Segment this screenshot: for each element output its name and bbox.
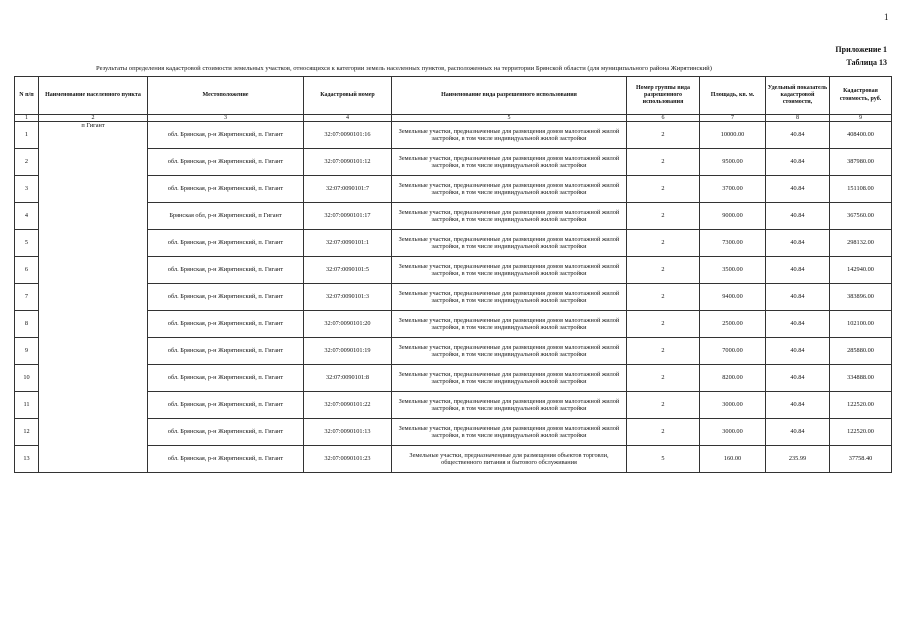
- value-cell: 102100.00: [830, 311, 892, 338]
- table-caption: Результаты определения кадастровой стоимости земельных участков, относящихся к категории земель населенных пунктов, расположенных на территории Брянской области (для муниципального района Жирятинский): [96, 65, 712, 72]
- rate-cell: 40.84: [766, 392, 830, 419]
- column-number: 1: [15, 115, 39, 122]
- cadastral-number: 32:07:0090101:5: [304, 257, 392, 284]
- location-cell: обл. Брянская, р-н Жирятинский, п. Гигант: [148, 149, 304, 176]
- column-number-row: [15, 115, 892, 122]
- location-cell: обл. Брянская, р-н Жирятинский, п. Гигант: [148, 446, 304, 473]
- header-cell: Кадастровый номер: [304, 77, 392, 115]
- group-number: 2: [627, 257, 700, 284]
- purpose-cell: Земельные участки, предназначенные для размещения объектов торговли, общественного питания и бытового обслуживания: [392, 446, 627, 473]
- rate-cell: 40.84: [766, 230, 830, 257]
- value-cell: 37758.40: [830, 446, 892, 473]
- location-cell: обл. Брянская, р-н Жирятинский, п. Гигант: [148, 419, 304, 446]
- cadastral-number: 32:07:0090101:23: [304, 446, 392, 473]
- rate-cell: 40.84: [766, 284, 830, 311]
- rate-cell: 235.99: [766, 446, 830, 473]
- rate-cell: 40.84: [766, 338, 830, 365]
- cadastral-number: 32:07:0090101:17: [304, 203, 392, 230]
- rate-cell: 40.84: [766, 122, 830, 149]
- row-number: 2: [15, 149, 39, 176]
- cadastral-number: 32:07:0090101:7: [304, 176, 392, 203]
- area-cell: 8200.00: [700, 365, 766, 392]
- group-number: 2: [627, 311, 700, 338]
- column-number: 6: [627, 115, 700, 122]
- location-cell: обл. Брянская, р-н Жирятинский, п. Гигант: [148, 392, 304, 419]
- location-cell: обл. Брянская, р-н Жирятинский, п. Гигант: [148, 230, 304, 257]
- value-cell: 334888.00: [830, 365, 892, 392]
- location-cell: обл. Брянская, р-н Жирятинский, п. Гигант: [148, 365, 304, 392]
- column-number: 7: [700, 115, 766, 122]
- area-cell: 10000.00: [700, 122, 766, 149]
- cadastral-number: 32:07:0090101:22: [304, 392, 392, 419]
- column-number: 3: [148, 115, 304, 122]
- row-number: 6: [15, 257, 39, 284]
- purpose-cell: Земельные участки, предназначенные для размещения домов малоэтажной жилой застройки, в том числе индивидуальной жилой застройки: [392, 122, 627, 149]
- header-cell: N п/п: [15, 77, 39, 115]
- header-cell: Местоположение: [148, 77, 304, 115]
- purpose-cell: Земельные участки, предназначенные для размещения домов малоэтажной жилой застройки, в том числе индивидуальной жилой застройки: [392, 419, 627, 446]
- group-number: 5: [627, 446, 700, 473]
- group-number: 2: [627, 392, 700, 419]
- value-cell: 383896.00: [830, 284, 892, 311]
- rate-cell: 40.84: [766, 176, 830, 203]
- cadastral-number: 32:07:0090101:16: [304, 122, 392, 149]
- location-cell: обл. Брянская, р-н Жирятинский, п. Гигант: [148, 311, 304, 338]
- row-number: 9: [15, 338, 39, 365]
- cadastral-number: 32:07:0090101:19: [304, 338, 392, 365]
- area-cell: 7000.00: [700, 338, 766, 365]
- value-cell: 151108.00: [830, 176, 892, 203]
- area-cell: 3000.00: [700, 419, 766, 446]
- area-cell: 2500.00: [700, 311, 766, 338]
- purpose-cell: Земельные участки, предназначенные для размещения домов малоэтажной жилой застройки, в том числе индивидуальной жилой застройки: [392, 284, 627, 311]
- location-cell: обл. Брянская, р-н Жирятинский, п. Гигант: [148, 176, 304, 203]
- value-cell: 408400.00: [830, 122, 892, 149]
- header-cell: Наименование населенного пункта: [39, 77, 148, 115]
- group-number: 2: [627, 338, 700, 365]
- group-number: 2: [627, 176, 700, 203]
- rate-cell: 40.84: [766, 311, 830, 338]
- row-number: 8: [15, 311, 39, 338]
- rate-cell: 40.84: [766, 419, 830, 446]
- area-cell: 3500.00: [700, 257, 766, 284]
- rate-cell: 40.84: [766, 203, 830, 230]
- area-cell: 9400.00: [700, 284, 766, 311]
- group-number: 2: [627, 149, 700, 176]
- area-cell: 9500.00: [700, 149, 766, 176]
- column-number: 5: [392, 115, 627, 122]
- table-header-row: [15, 77, 892, 115]
- header-cell: Номер группы вида разрешенного использования: [627, 77, 700, 115]
- area-cell: 9000.00: [700, 203, 766, 230]
- settlement-name: п Гигант: [39, 122, 148, 473]
- row-number: 13: [15, 446, 39, 473]
- value-cell: 122520.00: [830, 392, 892, 419]
- table-label: Таблица 13: [846, 58, 887, 67]
- row-number: 5: [15, 230, 39, 257]
- group-number: 2: [627, 122, 700, 149]
- value-cell: 285880.00: [830, 338, 892, 365]
- purpose-cell: Земельные участки, предназначенные для размещения домов малоэтажной жилой застройки, в том числе индивидуальной жилой застройки: [392, 149, 627, 176]
- value-cell: 298132.00: [830, 230, 892, 257]
- row-number: 3: [15, 176, 39, 203]
- appendix-label: Приложение 1: [835, 45, 887, 54]
- cadastral-number: 32:07:0090101:12: [304, 149, 392, 176]
- table-row: [15, 122, 892, 149]
- group-number: 2: [627, 203, 700, 230]
- cadastral-number: 32:07:0090101:3: [304, 284, 392, 311]
- header-cell: Удельный показатель кадастровой стоимости,: [766, 77, 830, 115]
- header-cell: Площадь, кв. м.: [700, 77, 766, 115]
- location-cell: обл. Брянская, р-н Жирятинский, п. Гигант: [148, 122, 304, 149]
- value-cell: 142940.00: [830, 257, 892, 284]
- column-number: 8: [766, 115, 830, 122]
- value-cell: 387980.00: [830, 149, 892, 176]
- purpose-cell: Земельные участки, предназначенные для размещения домов малоэтажной жилой застройки, в том числе индивидуальной жилой застройки: [392, 176, 627, 203]
- row-number: 4: [15, 203, 39, 230]
- cadastral-number: 32:07:0090101:8: [304, 365, 392, 392]
- rate-cell: 40.84: [766, 149, 830, 176]
- header-cell: Кадастровая стоимость, руб.: [830, 77, 892, 115]
- page-number: 1: [884, 12, 889, 22]
- group-number: 2: [627, 230, 700, 257]
- cadastral-number: 32:07:0090101:20: [304, 311, 392, 338]
- row-number: 10: [15, 365, 39, 392]
- area-cell: 3000.00: [700, 392, 766, 419]
- purpose-cell: Земельные участки, предназначенные для размещения домов малоэтажной жилой застройки, в том числе индивидуальной жилой застройки: [392, 203, 627, 230]
- location-cell: Брянская обл, р-н Жирятинский, п Гигант: [148, 203, 304, 230]
- group-number: 2: [627, 284, 700, 311]
- purpose-cell: Земельные участки, предназначенные для размещения домов малоэтажной жилой застройки, в том числе индивидуальной жилой застройки: [392, 257, 627, 284]
- column-number: 2: [39, 115, 148, 122]
- location-cell: обл. Брянская, р-н Жирятинский, п. Гигант: [148, 338, 304, 365]
- cadastral-number: 32:07:0090101:1: [304, 230, 392, 257]
- row-number: 12: [15, 419, 39, 446]
- row-number: 7: [15, 284, 39, 311]
- area-cell: 3700.00: [700, 176, 766, 203]
- area-cell: 160.00: [700, 446, 766, 473]
- appendix-header: [835, 43, 887, 69]
- area-cell: 7300.00: [700, 230, 766, 257]
- location-cell: обл. Брянская, р-н Жирятинский, п. Гигант: [148, 284, 304, 311]
- rate-cell: 40.84: [766, 257, 830, 284]
- column-number: 4: [304, 115, 392, 122]
- purpose-cell: Земельные участки, предназначенные для размещения домов малоэтажной жилой застройки, в том числе индивидуальной жилой застройки: [392, 392, 627, 419]
- purpose-cell: Земельные участки, предназначенные для размещения домов малоэтажной жилой застройки, в том числе индивидуальной жилой застройки: [392, 311, 627, 338]
- row-number: 11: [15, 392, 39, 419]
- row-number: 1: [15, 122, 39, 149]
- purpose-cell: Земельные участки, предназначенные для размещения домов малоэтажной жилой застройки, в том числе индивидуальной жилой застройки: [392, 365, 627, 392]
- purpose-cell: Земельные участки, предназначенные для размещения домов малоэтажной жилой застройки, в том числе индивидуальной жилой застройки: [392, 338, 627, 365]
- rate-cell: 40.84: [766, 365, 830, 392]
- location-cell: обл. Брянская, р-н Жирятинский, п. Гигант: [148, 257, 304, 284]
- value-cell: 367560.00: [830, 203, 892, 230]
- cadastral-value-table: [14, 76, 892, 473]
- purpose-cell: Земельные участки, предназначенные для размещения домов малоэтажной жилой застройки, в том числе индивидуальной жилой застройки: [392, 230, 627, 257]
- value-cell: 122520.00: [830, 419, 892, 446]
- cadastral-number: 32:07:0090101:13: [304, 419, 392, 446]
- group-number: 2: [627, 419, 700, 446]
- column-number: 9: [830, 115, 892, 122]
- header-cell: Наименование вида разрешенного использования: [392, 77, 627, 115]
- group-number: 2: [627, 365, 700, 392]
